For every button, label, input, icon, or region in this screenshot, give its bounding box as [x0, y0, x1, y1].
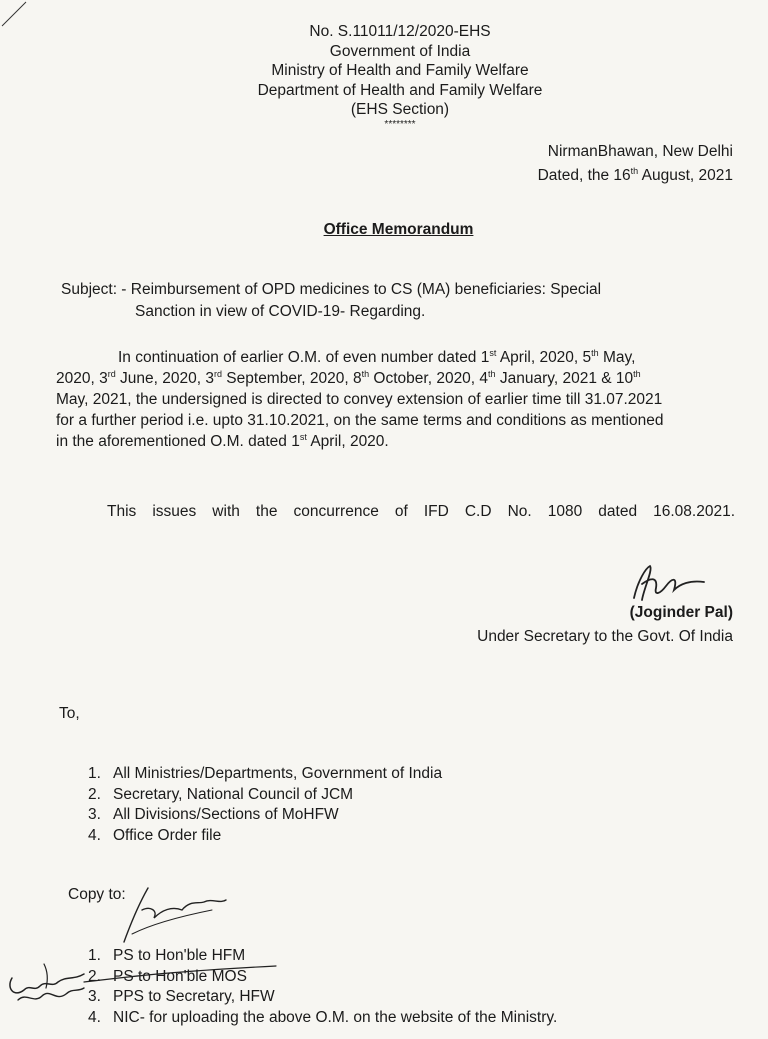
subject-line-1: Subject: - Reimbursement of OPD medicines to CS (MA) beneficiaries: Special [61, 281, 602, 298]
body-line-3: May, 2021, the undersigned is directed to convey extension of earlier time till 31.07.2021 [56, 391, 663, 408]
body-line-1: In continuation of earlier O.M. of even number dated 1st April, 2020, 5th May, [118, 347, 636, 366]
body-line-4: for a further period i.e. upto 31.10.2021, on the same terms and conditions as mentioned [56, 412, 664, 429]
list-item: 4. Office Order file [88, 826, 222, 844]
list-item: 1. All Ministries/Departments, Government of India [88, 765, 443, 782]
recipients-list [88, 764, 442, 846]
strike-mark [80, 960, 280, 990]
body-line-2: 2020, 3rd June, 2020, 3rd September, 2020, 8th October, 2020, 4th January, 2021 & 10th [56, 368, 641, 387]
signature-image [620, 560, 710, 605]
ministry-line: Ministry of Health and Family Welfare [271, 62, 529, 79]
list-item: 2. Secretary, National Council of JCM [88, 785, 354, 803]
list-item: 3. All Divisions/Sections of MoHFW [88, 806, 339, 823]
date-line: Dated, the 16th August, 2021 [537, 165, 733, 184]
to-label: To, [59, 705, 80, 722]
concurrence-line: This issues with the concurrence of IFD C.D No. 1080 dated 16.08.2021. [107, 503, 735, 520]
header-separator: ******** [384, 118, 416, 130]
handwritten-mark [4, 958, 92, 1018]
subject-block [61, 279, 601, 323]
place-date-block [538, 140, 733, 188]
signatory-block [477, 601, 733, 649]
scan-artifact [0, 0, 40, 30]
file-number: No. S.11011/12/2020-EHS [309, 23, 491, 40]
list-item: 1. PS to Hon'ble HFM [88, 947, 246, 964]
body-paragraph [56, 347, 736, 452]
body-line-5: in the aforementioned O.M. dated 1st April, 2020. [56, 431, 389, 450]
copy-to-label: Copy to: [68, 886, 126, 903]
signatory-name: (Joginder Pal) [629, 604, 733, 621]
signatory-designation: Under Secretary to the Govt. Of India [477, 628, 733, 645]
subject-line-2: Sanction in view of COVID-19- Regarding. [135, 303, 426, 320]
place-line: NirmanBhawan, New Delhi [547, 143, 733, 160]
document-title: Office Memorandum [323, 221, 474, 238]
section-line: (EHS Section) [350, 101, 450, 118]
list-item: 3. PPS to Secretary, HFW [88, 988, 275, 1005]
handwritten-initials [112, 880, 232, 950]
letterhead [0, 22, 768, 130]
list-item: 4. NIC- for uploading the above O.M. on the website of the Ministry. [88, 1008, 558, 1026]
department-line: Department of Health and Family Welfare [257, 81, 543, 99]
list-item: 2. PS to Hon'ble MOS [88, 967, 247, 985]
government-line: Government of India [329, 42, 471, 60]
